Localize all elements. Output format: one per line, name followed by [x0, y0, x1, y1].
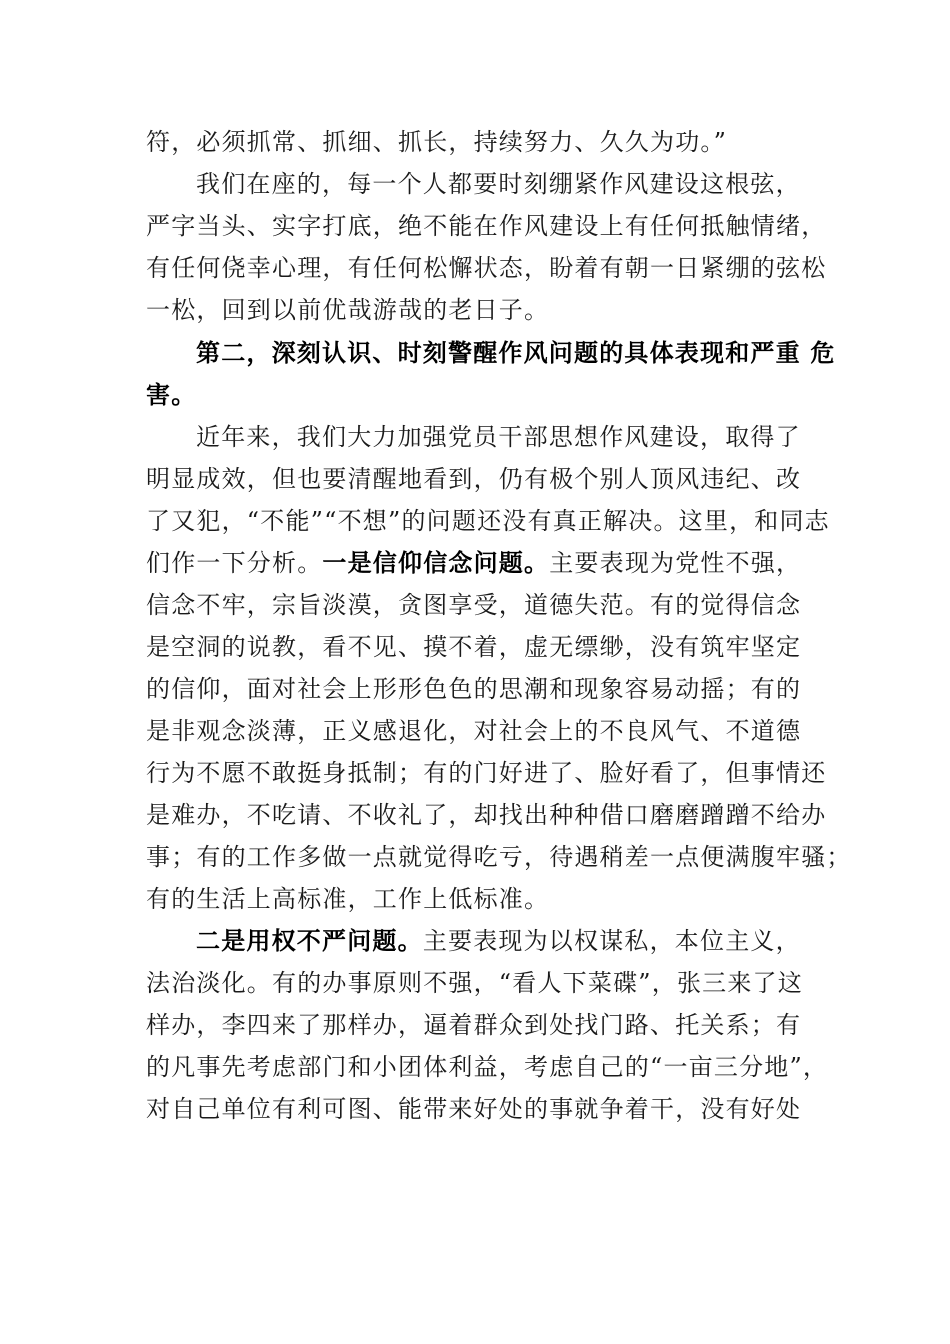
- text-segment: 主要表现为以权谋私，本位主义，: [422, 927, 801, 955]
- text-segment: 主要表现为党性不强，: [549, 549, 802, 577]
- text-line: 符，必须抓常、抓细、抓长，持续努力、久久为功。”: [146, 128, 728, 156]
- text-line: 是难办，不吃请、不收礼了，却找出种种借口磨磨蹭蹭不给办: [146, 801, 827, 829]
- text-line: 了又犯，“不能”“不想”的问题还没有真正解决。这里，和同志: [146, 507, 830, 535]
- text-line: 是非观念淡薄，正义感退化，对社会上的不良风气、不道德: [146, 717, 802, 745]
- text-line: 法治淡化。有的办事原则不强，“看人下菜碟”，张三来了这: [146, 969, 803, 997]
- text-line-with-heading: [146, 548, 801, 578]
- text-line: 信念不牢，宗旨淡漠，贪图享受，道德失范。有的觉得信念: [146, 591, 802, 619]
- text-line: 行为不愿不敢挺身抵制；有的门好进了、脸好看了，但事情还: [146, 759, 827, 787]
- text-line: 严字当头、实字打底，绝不能在作风建设上有任何抵触情绪，: [146, 212, 827, 240]
- text-line: 事；有的工作多做一点就觉得吃亏，待遇稍差一点便满腹牢骚；: [146, 843, 852, 871]
- text-line: 是空洞的说教，看不见、摸不着，虚无缥缈，没有筑牢坚定: [146, 633, 802, 661]
- text-line: 对自己单位有利可图、能带来好处的事就争着干，没有好处: [146, 1095, 802, 1123]
- text-line: 有的生活上高标准，工作上低标准。: [146, 885, 550, 913]
- paragraph-start: 我们在座的，每一个人都要时刻绷紧作风建设这根弦，: [196, 170, 801, 198]
- text-line: 一松，回到以前优哉游哉的老日子。: [146, 296, 550, 324]
- text-line: 的凡事先考虑部门和小团体利益，考虑自己的“一亩三分地”，: [146, 1053, 829, 1081]
- text-line: 的信仰，面对社会上形形色色的思潮和现象容易动摇；有的: [146, 675, 802, 703]
- text-line: 明显成效，但也要清醒地看到，仍有极个别人顶风违纪、改: [146, 465, 802, 493]
- paragraph-start: 近年来，我们大力加强党员干部思想作风建设，取得了: [196, 423, 801, 451]
- text-segment: 们作一下分析。: [146, 549, 323, 577]
- inline-heading: 二是用权不严问题。: [196, 927, 423, 955]
- section-heading: 第二，深刻认识、时刻警醒作风问题的具体表现和严重 危: [196, 339, 836, 367]
- paragraph-start-with-heading: [196, 926, 801, 956]
- section-heading-continued: 害。: [146, 381, 197, 409]
- text-line: 有任何侥幸心理，有任何松懈状态，盼着有朝一日紧绷的弦松: [146, 254, 827, 282]
- text-line: 样办，李四来了那样办，逼着群众到处找门路、托关系；有: [146, 1011, 802, 1039]
- inline-heading: 一是信仰信念问题。: [322, 549, 550, 577]
